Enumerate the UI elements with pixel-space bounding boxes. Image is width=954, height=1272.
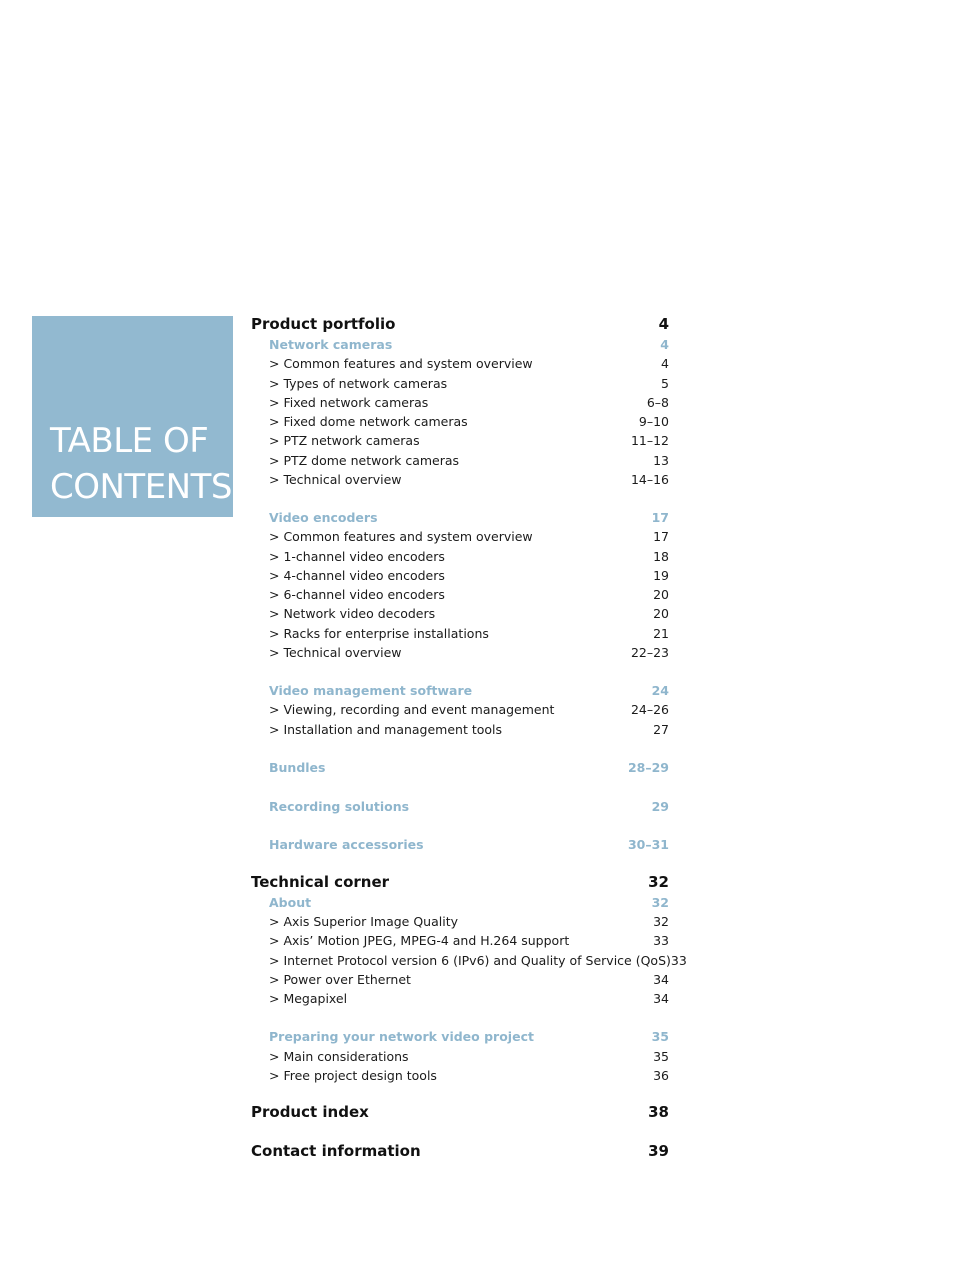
- toc-item-page: 22–23: [630, 644, 669, 660]
- toc-section-page: 4: [658, 315, 669, 333]
- toc-item: [251, 988, 669, 1008]
- toc-subsection-label: About: [269, 894, 312, 910]
- toc-item: [251, 911, 669, 931]
- toc-item: [251, 353, 669, 373]
- toc-section: [251, 1102, 669, 1122]
- toc-section-label: Product index: [251, 1103, 369, 1121]
- toc-item-label: > Viewing, recording and event management: [269, 701, 555, 717]
- toc-item: [251, 603, 669, 623]
- page-title-line-2: CONTENTS: [50, 467, 232, 507]
- toc-item-page: 14–16: [630, 471, 669, 487]
- toc-item-label: > Axis’ Motion JPEG, MPEG-4 and H.264 support: [269, 932, 570, 948]
- toc-section-page: 39: [648, 1142, 669, 1160]
- toc-item: [251, 469, 669, 489]
- toc-item: [251, 719, 669, 739]
- toc-item: [251, 546, 669, 566]
- toc-item-label: > Common features and system overview: [269, 528, 533, 544]
- toc-subsection: [251, 334, 669, 354]
- toc-item-label: > Fixed network cameras: [269, 394, 429, 410]
- toc-item-label: > PTZ dome network cameras: [269, 452, 460, 468]
- toc-item-label: > Megapixel: [269, 990, 348, 1006]
- toc-item: [251, 969, 669, 989]
- toc-subsection-page: 28–29: [627, 759, 669, 775]
- toc-item-page: 13: [653, 452, 669, 468]
- toc-item-label: > Technical overview: [269, 644, 402, 660]
- toc-item-label: > Power over Ethernet: [269, 971, 411, 987]
- toc-subsection-page: 32: [651, 894, 669, 910]
- toc-section-page: 38: [648, 1103, 669, 1121]
- toc-item: [251, 430, 669, 450]
- toc-item: [251, 1065, 669, 1085]
- toc-subsection-page: 30–31: [627, 836, 669, 852]
- toc-item-label: > Network video decoders: [269, 605, 436, 621]
- toc-item-page: 36: [653, 1067, 669, 1083]
- toc-item-label: > 6-channel video encoders: [269, 586, 445, 602]
- toc-subsection-page: 29: [651, 798, 669, 814]
- toc-item-label: > Technical overview: [269, 471, 402, 487]
- toc-item: [251, 565, 669, 585]
- toc-item-label: > 1-channel video encoders: [269, 548, 445, 564]
- toc-item: [251, 642, 669, 662]
- toc-section-label: Contact information: [251, 1142, 421, 1160]
- toc-section: [251, 872, 669, 892]
- toc-subsection: [251, 507, 669, 527]
- toc-item: [251, 450, 669, 470]
- toc-item-page: 20: [653, 605, 669, 621]
- toc-item-page: 34: [653, 971, 669, 987]
- toc-item: [251, 1046, 669, 1066]
- toc-item-page: 5: [661, 375, 669, 391]
- toc-item-page: 33: [653, 932, 669, 948]
- toc-subsection: [251, 892, 669, 912]
- toc-item-page: 11–12: [630, 432, 669, 448]
- toc-section: [251, 314, 669, 334]
- toc-item: [251, 526, 669, 546]
- toc-subsection-label: Bundles: [269, 759, 326, 775]
- toc-subsection: [251, 834, 669, 854]
- toc-subsection-label: Preparing your network video project: [269, 1028, 534, 1044]
- toc-subsection: [251, 757, 669, 777]
- toc-item: [251, 373, 669, 393]
- toc-item: [251, 699, 669, 719]
- toc-item-page: 6–8: [646, 394, 669, 410]
- toc-item-page: 19: [653, 567, 669, 583]
- toc-subsection: [251, 796, 669, 816]
- toc-item-page: 21: [653, 625, 669, 641]
- toc-subsection: [251, 680, 669, 700]
- page-title-line-1: TABLE OF: [50, 421, 209, 461]
- toc-item-label: > Installation and management tools: [269, 721, 503, 737]
- toc-subsection-page: 4: [660, 336, 669, 352]
- toc-item-page: 20: [653, 586, 669, 602]
- toc-item: [251, 392, 669, 412]
- toc-subsection-label: Video management software: [269, 682, 473, 698]
- toc-item: [251, 623, 669, 643]
- toc-item-page: 4: [661, 355, 669, 371]
- toc-item-page: 24–26: [630, 701, 669, 717]
- toc-item-page: 34: [653, 990, 669, 1006]
- toc-subsection-label: Hardware accessories: [269, 836, 424, 852]
- toc-item-label: > PTZ network cameras: [269, 432, 420, 448]
- toc-section-page: 32: [648, 873, 669, 891]
- toc-item-label: > Axis Superior Image Quality: [269, 913, 458, 929]
- toc-item-label: > Fixed dome network cameras: [269, 413, 468, 429]
- toc-item-label: > Free project design tools: [269, 1067, 437, 1083]
- toc-item: [251, 584, 669, 604]
- toc-subsection-label: Network cameras: [269, 336, 393, 352]
- toc-section-label: Product portfolio: [251, 315, 396, 333]
- toc-item-label: > Internet Protocol version 6 (IPv6) and Quality of Service (QoS): [269, 952, 671, 968]
- toc-item-label: > Racks for enterprise installations: [269, 625, 489, 641]
- toc-subsection-page: 17: [651, 509, 669, 525]
- toc-section: [251, 1141, 669, 1161]
- toc-subsection: [251, 1026, 669, 1046]
- toc-item: [251, 411, 669, 431]
- toc-item-page: 33: [670, 952, 687, 968]
- toc-item-page: 27: [653, 721, 669, 737]
- toc-item: [251, 950, 687, 970]
- toc-item-page: 32: [653, 913, 669, 929]
- toc-subsection-page: 24: [651, 682, 669, 698]
- toc-item-page: 17: [653, 528, 669, 544]
- toc-item-page: 18: [653, 548, 669, 564]
- toc-item-label: > Main considerations: [269, 1048, 409, 1064]
- toc-item-page: 9–10: [638, 413, 669, 429]
- toc-item-label: > Common features and system overview: [269, 355, 533, 371]
- toc-section-label: Technical corner: [251, 873, 390, 891]
- toc-item: [251, 930, 669, 950]
- toc-subsection-label: Video encoders: [269, 509, 378, 525]
- toc-item-label: > Types of network cameras: [269, 375, 448, 391]
- toc-subsection-page: 35: [651, 1028, 669, 1044]
- toc-subsection-label: Recording solutions: [269, 798, 410, 814]
- toc-item-label: > 4-channel video encoders: [269, 567, 445, 583]
- toc-item-page: 35: [653, 1048, 669, 1064]
